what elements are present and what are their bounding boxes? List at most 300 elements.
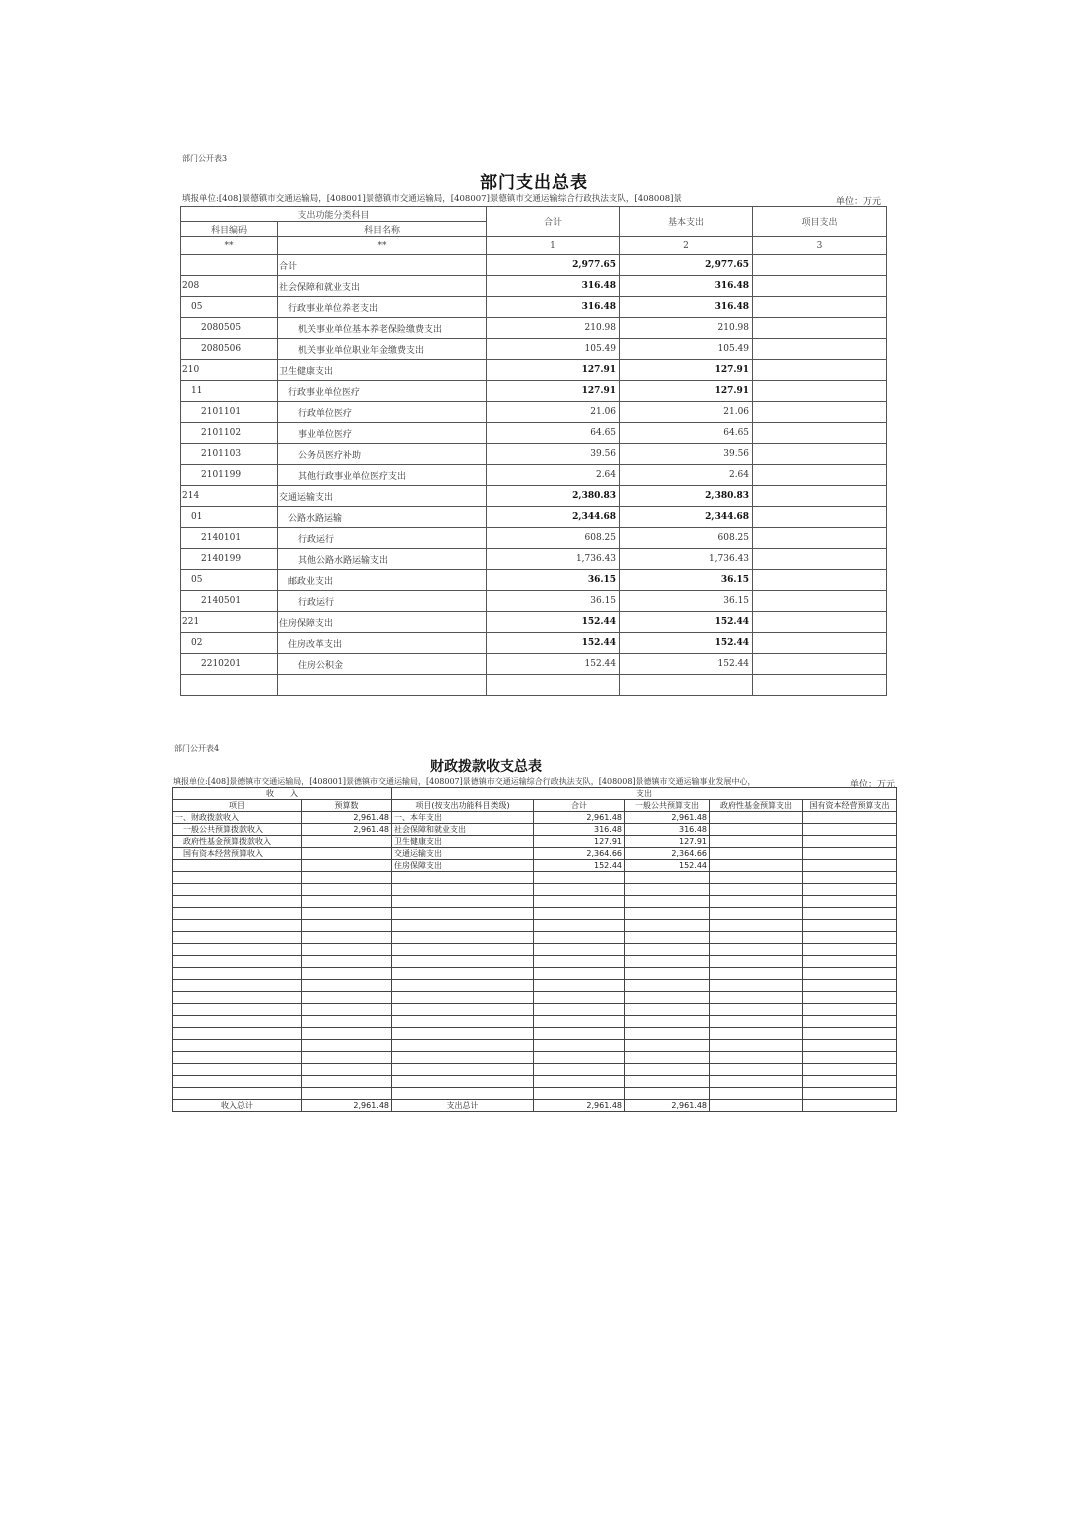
expense-capital-cell xyxy=(803,1052,897,1064)
expense-total-cell xyxy=(534,992,625,1004)
expense-item-cell xyxy=(392,992,534,1004)
table-row xyxy=(173,824,897,836)
expense-capital-cell xyxy=(803,1064,897,1076)
income-item-cell xyxy=(173,884,302,896)
expense-item-cell xyxy=(392,1004,534,1016)
basic-cell: 36.15 xyxy=(620,570,753,591)
table4-title: 财政拨款收支总表 xyxy=(430,759,542,775)
table-row xyxy=(181,318,887,339)
expense-general-cell: 2,961.48 xyxy=(625,1100,710,1112)
header-basic: 基本支出 xyxy=(620,207,753,237)
expense-capital-cell xyxy=(803,1088,897,1100)
table-row xyxy=(173,872,897,884)
table-row xyxy=(173,944,897,956)
table-row xyxy=(181,633,887,654)
header-function-group: 支出功能分类科目 xyxy=(181,207,487,222)
project-cell xyxy=(753,381,887,402)
name-cell: 其他公路水路运输支出 xyxy=(278,549,487,570)
header-name: 科目名称 xyxy=(278,222,487,237)
code-cell xyxy=(181,255,278,276)
total-cell: 210.98 xyxy=(487,318,620,339)
income-amount-cell xyxy=(302,1064,392,1076)
income-amount-cell xyxy=(302,896,392,908)
expense-fund-cell xyxy=(710,944,803,956)
expense-item-cell xyxy=(392,1016,534,1028)
income-item-cell xyxy=(173,872,302,884)
income-amount-cell xyxy=(302,1076,392,1088)
expense-general-cell xyxy=(625,872,710,884)
expense-capital-cell xyxy=(803,860,897,872)
name-cell: 卫生健康支出 xyxy=(278,360,487,381)
expense-capital-cell xyxy=(803,944,897,956)
income-item-cell: 收入总计 xyxy=(173,1100,302,1112)
income-amount-cell xyxy=(302,860,392,872)
income-item-cell xyxy=(173,1016,302,1028)
total-cell: 39.56 xyxy=(487,444,620,465)
expense-fund-cell xyxy=(710,824,803,836)
name-cell: 行政事业单位养老支出 xyxy=(278,297,487,318)
name-cell: 邮政业支出 xyxy=(278,570,487,591)
table3-fill-unit: 填报单位:[408]景德镇市交通运输局，[408001]景德镇市交通运输局，[408007]景德镇市交通运输综合行政执法支队，[408008]景 xyxy=(182,194,682,204)
table4-label: 部门公开表4 xyxy=(174,744,220,753)
expense-fund-cell xyxy=(710,1040,803,1052)
expense-general-cell xyxy=(625,1040,710,1052)
table-row xyxy=(181,528,887,549)
expense-general-cell: 2,364.66 xyxy=(625,848,710,860)
code-cell: 2080506 xyxy=(181,339,278,360)
name-cell: 公路水路运输 xyxy=(278,507,487,528)
name-cell: 公务员医疗补助 xyxy=(278,444,487,465)
expense-capital-cell xyxy=(803,1040,897,1052)
total-cell: 316.48 xyxy=(487,297,620,318)
expense-capital-cell xyxy=(803,836,897,848)
name-cell: 住房改革支出 xyxy=(278,633,487,654)
table-row xyxy=(173,992,897,1004)
expense-item-cell xyxy=(392,896,534,908)
expense-total-cell xyxy=(534,932,625,944)
expense-general-cell xyxy=(625,1016,710,1028)
code-cell: 02 xyxy=(181,633,278,654)
code-cell: 214 xyxy=(181,486,278,507)
expense-general-cell: 152.44 xyxy=(625,860,710,872)
income-item-cell xyxy=(173,956,302,968)
project-cell xyxy=(753,318,887,339)
code-cell: 2101199 xyxy=(181,465,278,486)
income-amount-cell xyxy=(302,956,392,968)
table-row xyxy=(173,1016,897,1028)
table-row xyxy=(173,836,897,848)
expense-capital-cell xyxy=(803,1004,897,1016)
table-row xyxy=(173,848,897,860)
expense-general-cell xyxy=(625,1052,710,1064)
name-cell: 机关事业单位基本养老保险缴费支出 xyxy=(278,318,487,339)
expense-capital-cell xyxy=(803,1028,897,1040)
header-col-1: 1 xyxy=(487,237,620,255)
fiscal-appropriation-table xyxy=(172,787,897,1112)
expense-fund-cell xyxy=(710,1076,803,1088)
expense-capital-cell xyxy=(803,980,897,992)
income-item-cell xyxy=(173,1004,302,1016)
expense-capital-cell xyxy=(803,824,897,836)
name-cell: 行政单位医疗 xyxy=(278,402,487,423)
project-cell xyxy=(753,675,887,696)
header-state-capital: 国有资本经营预算支出 xyxy=(803,800,897,812)
expense-item-cell xyxy=(392,980,534,992)
basic-cell: 127.91 xyxy=(620,381,753,402)
name-cell xyxy=(278,675,487,696)
income-amount-cell xyxy=(302,980,392,992)
project-cell xyxy=(753,255,887,276)
expense-fund-cell xyxy=(710,1064,803,1076)
expense-fund-cell xyxy=(710,932,803,944)
expense-general-cell xyxy=(625,932,710,944)
basic-cell: 39.56 xyxy=(620,444,753,465)
total-cell: 152.44 xyxy=(487,633,620,654)
name-cell: 其他行政事业单位医疗支出 xyxy=(278,465,487,486)
expense-general-cell xyxy=(625,884,710,896)
table-row xyxy=(173,956,897,968)
table-row xyxy=(181,360,887,381)
header-code: 科目编码 xyxy=(181,222,278,237)
expense-fund-cell xyxy=(710,980,803,992)
table-row xyxy=(173,920,897,932)
table4-fill-unit: 填报单位:[408]景德镇市交通运输局，[408001]景德镇市交通运输局，[408007]景德镇市交通运输综合行政执法支队，[408008]景德镇市交通运输事业发展中心， xyxy=(173,777,756,786)
code-cell: 2101103 xyxy=(181,444,278,465)
income-amount-cell xyxy=(302,848,392,860)
table-row xyxy=(181,612,887,633)
expense-general-cell xyxy=(625,1028,710,1040)
header-budget: 预算数 xyxy=(302,800,392,812)
expense-fund-cell xyxy=(710,908,803,920)
header-income: 收 入 xyxy=(173,788,392,800)
code-cell: 11 xyxy=(181,381,278,402)
code-cell: 2140199 xyxy=(181,549,278,570)
name-cell: 交通运输支出 xyxy=(278,486,487,507)
expense-fund-cell xyxy=(710,1028,803,1040)
income-amount-cell: 2,961.48 xyxy=(302,812,392,824)
income-item-cell: 一、财政拨款收入 xyxy=(173,812,302,824)
expense-item-cell xyxy=(392,1088,534,1100)
code-cell: 2210201 xyxy=(181,654,278,675)
table-row xyxy=(173,860,897,872)
basic-cell: 2.64 xyxy=(620,465,753,486)
expense-item-cell xyxy=(392,872,534,884)
income-item-cell: 政府性基金预算拨款收入 xyxy=(173,836,302,848)
table-row xyxy=(173,884,897,896)
income-item-cell xyxy=(173,920,302,932)
income-item-cell xyxy=(173,992,302,1004)
expense-total-cell: 316.48 xyxy=(534,824,625,836)
expense-fund-cell xyxy=(710,1052,803,1064)
expense-total-cell xyxy=(534,1004,625,1016)
expense-item-cell xyxy=(392,1028,534,1040)
basic-cell: 105.49 xyxy=(620,339,753,360)
total-cell: 608.25 xyxy=(487,528,620,549)
income-item-cell xyxy=(173,1088,302,1100)
project-cell xyxy=(753,360,887,381)
income-item-cell xyxy=(173,1052,302,1064)
expense-item-cell: 支出总计 xyxy=(392,1100,534,1112)
expense-total-cell xyxy=(534,1064,625,1076)
expense-fund-cell xyxy=(710,956,803,968)
table-row xyxy=(181,654,887,675)
header-name-marker: ** xyxy=(278,237,487,255)
table-row xyxy=(181,591,887,612)
expense-fund-cell xyxy=(710,860,803,872)
income-amount-cell xyxy=(302,920,392,932)
expense-total-cell xyxy=(534,1040,625,1052)
name-cell: 社会保障和就业支出 xyxy=(278,276,487,297)
expense-general-cell xyxy=(625,992,710,1004)
expense-fund-cell xyxy=(710,872,803,884)
project-cell xyxy=(753,276,887,297)
basic-cell: 2,380.83 xyxy=(620,486,753,507)
table-row xyxy=(181,549,887,570)
income-amount-cell xyxy=(302,1052,392,1064)
expense-capital-cell xyxy=(803,1016,897,1028)
expense-capital-cell xyxy=(803,1076,897,1088)
basic-cell: 2,977.65 xyxy=(620,255,753,276)
table-row xyxy=(181,423,887,444)
code-cell: 2101102 xyxy=(181,423,278,444)
expense-item-cell xyxy=(392,1064,534,1076)
income-amount-cell xyxy=(302,992,392,1004)
table-row xyxy=(173,932,897,944)
expense-total-cell xyxy=(534,968,625,980)
basic-cell: 2,344.68 xyxy=(620,507,753,528)
expense-item-cell xyxy=(392,944,534,956)
project-cell xyxy=(753,423,887,444)
table3-label: 部门公开表3 xyxy=(182,154,228,163)
expense-item-cell: 交通运输支出 xyxy=(392,848,534,860)
name-cell: 机关事业单位职业年金缴费支出 xyxy=(278,339,487,360)
expense-total-cell xyxy=(534,1052,625,1064)
table-row xyxy=(181,255,887,276)
total-cell: 36.15 xyxy=(487,591,620,612)
expense-item-cell xyxy=(392,932,534,944)
expense-capital-cell xyxy=(803,908,897,920)
expense-total-cell xyxy=(534,872,625,884)
income-amount-cell xyxy=(302,968,392,980)
total-cell: 2,977.65 xyxy=(487,255,620,276)
table-row xyxy=(173,1076,897,1088)
table-row xyxy=(181,402,887,423)
basic-cell: 1,736.43 xyxy=(620,549,753,570)
code-cell: 2101101 xyxy=(181,402,278,423)
income-amount-cell xyxy=(302,836,392,848)
expense-capital-cell xyxy=(803,884,897,896)
expense-item-cell: 住房保障支出 xyxy=(392,860,534,872)
basic-cell: 152.44 xyxy=(620,612,753,633)
income-item-cell xyxy=(173,896,302,908)
expense-item-cell xyxy=(392,1052,534,1064)
project-cell xyxy=(753,612,887,633)
expense-fund-cell xyxy=(710,812,803,824)
header-general: 一般公共预算支出 xyxy=(625,800,710,812)
header-expense: 支出 xyxy=(392,788,897,800)
expense-fund-cell xyxy=(710,1016,803,1028)
project-cell xyxy=(753,633,887,654)
expense-fund-cell xyxy=(710,1088,803,1100)
table-row xyxy=(181,675,887,696)
expense-total-cell xyxy=(534,1088,625,1100)
table-row xyxy=(173,1040,897,1052)
basic-cell: 316.48 xyxy=(620,276,753,297)
total-cell: 2,344.68 xyxy=(487,507,620,528)
table-row xyxy=(173,896,897,908)
expense-total-cell: 2,364.66 xyxy=(534,848,625,860)
name-cell: 行政事业单位医疗 xyxy=(278,381,487,402)
expense-general-cell: 316.48 xyxy=(625,824,710,836)
total-cell: 36.15 xyxy=(487,570,620,591)
total-cell: 2,380.83 xyxy=(487,486,620,507)
project-cell xyxy=(753,591,887,612)
project-cell xyxy=(753,570,887,591)
project-cell xyxy=(753,402,887,423)
expense-total-cell: 127.91 xyxy=(534,836,625,848)
expense-capital-cell xyxy=(803,896,897,908)
name-cell: 合计 xyxy=(278,255,487,276)
project-cell xyxy=(753,549,887,570)
code-cell xyxy=(181,675,278,696)
table-row xyxy=(173,1004,897,1016)
total-cell: 152.44 xyxy=(487,612,620,633)
basic-cell: 152.44 xyxy=(620,654,753,675)
income-item-cell: 国有资本经营预算收入 xyxy=(173,848,302,860)
table-row xyxy=(173,1064,897,1076)
expense-capital-cell xyxy=(803,1100,897,1112)
project-cell xyxy=(753,486,887,507)
header-col-2: 2 xyxy=(620,237,753,255)
basic-cell: 36.15 xyxy=(620,591,753,612)
income-amount-cell xyxy=(302,1004,392,1016)
table-row xyxy=(173,1028,897,1040)
expense-capital-cell xyxy=(803,920,897,932)
basic-cell: 21.06 xyxy=(620,402,753,423)
project-cell xyxy=(753,654,887,675)
expense-general-cell xyxy=(625,908,710,920)
project-cell xyxy=(753,339,887,360)
basic-cell: 316.48 xyxy=(620,297,753,318)
table-row xyxy=(173,1052,897,1064)
name-cell: 事业单位医疗 xyxy=(278,423,487,444)
header-total: 合计 xyxy=(487,207,620,237)
expense-capital-cell xyxy=(803,932,897,944)
expense-item-cell: 社会保障和就业支出 xyxy=(392,824,534,836)
expense-fund-cell xyxy=(710,896,803,908)
income-item-cell xyxy=(173,908,302,920)
table-row xyxy=(181,339,887,360)
income-amount-cell xyxy=(302,872,392,884)
total-cell: 1,736.43 xyxy=(487,549,620,570)
income-item-cell xyxy=(173,1028,302,1040)
table-row xyxy=(173,1088,897,1100)
table-row xyxy=(173,968,897,980)
code-cell: 210 xyxy=(181,360,278,381)
expense-capital-cell xyxy=(803,968,897,980)
expense-general-cell xyxy=(625,944,710,956)
table-row xyxy=(173,812,897,824)
expense-item-cell xyxy=(392,1040,534,1052)
expense-item-cell xyxy=(392,884,534,896)
basic-cell: 64.65 xyxy=(620,423,753,444)
expense-general-cell xyxy=(625,1064,710,1076)
expense-total-cell xyxy=(534,920,625,932)
expense-general-cell xyxy=(625,1088,710,1100)
income-amount-cell: 2,961.48 xyxy=(302,1100,392,1112)
income-item-cell: 一般公共预算拨款收入 xyxy=(173,824,302,836)
total-cell: 152.44 xyxy=(487,654,620,675)
expense-general-cell: 127.91 xyxy=(625,836,710,848)
expense-item-cell: 卫生健康支出 xyxy=(392,836,534,848)
income-item-cell xyxy=(173,968,302,980)
expense-total-cell xyxy=(534,896,625,908)
total-cell: 64.65 xyxy=(487,423,620,444)
expense-total-cell xyxy=(534,908,625,920)
table-row xyxy=(181,486,887,507)
total-cell: 127.91 xyxy=(487,360,620,381)
income-amount-cell xyxy=(302,1040,392,1052)
expense-general-cell: 2,961.48 xyxy=(625,812,710,824)
expense-item-cell: 一、本年支出 xyxy=(392,812,534,824)
code-cell: 2140501 xyxy=(181,591,278,612)
expense-total-cell xyxy=(534,944,625,956)
project-cell xyxy=(753,507,887,528)
expense-total-cell xyxy=(534,884,625,896)
income-amount-cell xyxy=(302,884,392,896)
table-row xyxy=(181,297,887,318)
project-cell xyxy=(753,297,887,318)
income-item-cell xyxy=(173,932,302,944)
income-amount-cell xyxy=(302,1088,392,1100)
table-row xyxy=(181,276,887,297)
expense-general-cell xyxy=(625,1076,710,1088)
income-amount-cell xyxy=(302,932,392,944)
expense-fund-cell xyxy=(710,1004,803,1016)
total-cell: 2.64 xyxy=(487,465,620,486)
expense-general-cell xyxy=(625,956,710,968)
header-item: 项目 xyxy=(173,800,302,812)
income-item-cell xyxy=(173,860,302,872)
table4-unit: 单位：万元 xyxy=(850,780,896,790)
table-row xyxy=(173,980,897,992)
header-exp-total: 合计 xyxy=(534,800,625,812)
header-col-3: 3 xyxy=(753,237,887,255)
expense-fund-cell xyxy=(710,920,803,932)
income-amount-cell xyxy=(302,908,392,920)
expense-item-cell xyxy=(392,908,534,920)
total-cell: 21.06 xyxy=(487,402,620,423)
name-cell: 行政运行 xyxy=(278,591,487,612)
income-item-cell xyxy=(173,1064,302,1076)
code-cell: 2080505 xyxy=(181,318,278,339)
table-row xyxy=(181,444,887,465)
income-amount-cell xyxy=(302,944,392,956)
expenditure-summary-table xyxy=(180,206,887,696)
income-amount-cell: 2,961.48 xyxy=(302,824,392,836)
income-item-cell xyxy=(173,1076,302,1088)
code-cell: 221 xyxy=(181,612,278,633)
basic-cell: 608.25 xyxy=(620,528,753,549)
expense-fund-cell xyxy=(710,836,803,848)
expense-general-cell xyxy=(625,1004,710,1016)
expense-capital-cell xyxy=(803,872,897,884)
expense-fund-cell xyxy=(710,968,803,980)
table3-title: 部门支出总表 xyxy=(480,173,588,193)
expense-general-cell xyxy=(625,980,710,992)
code-cell: 2140101 xyxy=(181,528,278,549)
expense-general-cell xyxy=(625,896,710,908)
